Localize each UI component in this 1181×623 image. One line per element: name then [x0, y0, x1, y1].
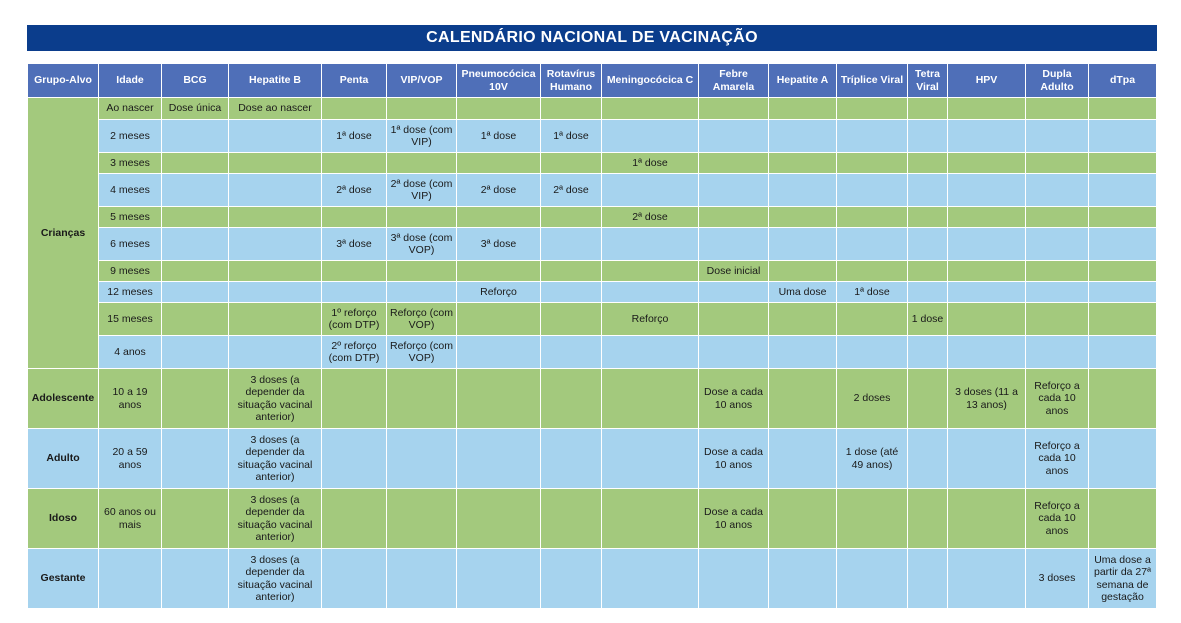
dose-cell — [769, 228, 837, 261]
dose-cell — [322, 429, 387, 489]
dose-cell — [948, 303, 1026, 336]
dose-cell — [1026, 261, 1089, 282]
dose-cell — [602, 120, 699, 153]
dose-cell — [457, 98, 541, 120]
dose-cell: 1ª dose — [541, 120, 602, 153]
dose-cell — [457, 261, 541, 282]
dose-cell — [908, 282, 948, 303]
dose-cell — [457, 207, 541, 228]
dose-cell — [322, 282, 387, 303]
dose-cell — [322, 549, 387, 609]
dose-cell — [948, 489, 1026, 549]
dose-cell: 3 doses (a depender da situação vacinal anterior) — [229, 369, 322, 429]
column-header: Dupla Adulto — [1026, 64, 1089, 98]
column-header: Idade — [99, 64, 162, 98]
dose-cell — [837, 303, 908, 336]
dose-cell — [162, 336, 229, 369]
dose-cell — [769, 153, 837, 174]
dose-cell — [699, 228, 769, 261]
dose-cell: 3 doses (a depender da situação vacinal anterior) — [229, 549, 322, 609]
dose-cell — [1089, 98, 1157, 120]
dose-cell — [837, 261, 908, 282]
column-header: Pneumocócica 10V — [457, 64, 541, 98]
dose-cell — [162, 369, 229, 429]
dose-cell — [387, 549, 457, 609]
dose-cell — [908, 153, 948, 174]
vaccination-table — [27, 63, 1157, 609]
dose-cell — [769, 207, 837, 228]
dose-cell: 3 doses — [1026, 549, 1089, 609]
dose-cell — [541, 282, 602, 303]
dose-cell — [602, 174, 699, 207]
group-label: Crianças — [28, 98, 99, 369]
dose-cell — [699, 549, 769, 609]
dose-cell — [457, 303, 541, 336]
dose-cell — [457, 549, 541, 609]
dose-cell — [837, 207, 908, 228]
dose-cell: 1 dose (até 49 anos) — [837, 429, 908, 489]
dose-cell — [948, 429, 1026, 489]
age-cell — [99, 549, 162, 609]
dose-cell — [229, 174, 322, 207]
dose-cell — [948, 153, 1026, 174]
dose-cell — [602, 336, 699, 369]
dose-cell — [602, 228, 699, 261]
table-row — [28, 336, 1157, 369]
table-row — [28, 207, 1157, 228]
age-cell: 4 anos — [99, 336, 162, 369]
dose-cell: Uma dose a partir da 27ª semana de gestação — [1089, 549, 1157, 609]
age-cell: 15 meses — [99, 303, 162, 336]
dose-cell — [769, 429, 837, 489]
dose-cell — [541, 549, 602, 609]
dose-cell — [541, 429, 602, 489]
table-row — [28, 98, 1157, 120]
column-header: Tetra Viral — [908, 64, 948, 98]
dose-cell: 3 doses (a depender da situação vacinal anterior) — [229, 489, 322, 549]
dose-cell — [162, 174, 229, 207]
dose-cell: 3 doses (a depender da situação vacinal anterior) — [229, 429, 322, 489]
dose-cell — [541, 303, 602, 336]
dose-cell — [387, 261, 457, 282]
age-cell: 60 anos ou mais — [99, 489, 162, 549]
table-row — [28, 120, 1157, 153]
dose-cell: 1ª dose — [457, 120, 541, 153]
dose-cell — [948, 207, 1026, 228]
dose-cell — [769, 489, 837, 549]
dose-cell — [602, 261, 699, 282]
column-header: VIP/VOP — [387, 64, 457, 98]
age-cell: Ao nascer — [99, 98, 162, 120]
dose-cell — [602, 429, 699, 489]
dose-cell — [541, 98, 602, 120]
dose-cell — [699, 153, 769, 174]
dose-cell — [457, 489, 541, 549]
dose-cell — [1089, 207, 1157, 228]
dose-cell — [908, 174, 948, 207]
dose-cell — [1026, 336, 1089, 369]
age-cell: 6 meses — [99, 228, 162, 261]
dose-cell — [541, 489, 602, 549]
column-header: dTpa — [1089, 64, 1157, 98]
dose-cell — [948, 98, 1026, 120]
dose-cell: 1 dose — [908, 303, 948, 336]
column-header: Tríplice Viral — [837, 64, 908, 98]
column-header: Rotavírus Humano — [541, 64, 602, 98]
dose-cell — [837, 336, 908, 369]
dose-cell — [769, 98, 837, 120]
dose-cell — [387, 98, 457, 120]
dose-cell — [1089, 174, 1157, 207]
column-header: Hepatite B — [229, 64, 322, 98]
dose-cell: Dose a cada 10 anos — [699, 429, 769, 489]
dose-cell — [908, 489, 948, 549]
dose-cell: 3ª dose — [322, 228, 387, 261]
age-cell: 12 meses — [99, 282, 162, 303]
page-title: CALENDÁRIO NACIONAL DE VACINAÇÃO — [27, 25, 1157, 51]
dose-cell — [602, 98, 699, 120]
dose-cell — [541, 261, 602, 282]
column-header: Penta — [322, 64, 387, 98]
dose-cell: Reforço — [602, 303, 699, 336]
dose-cell — [387, 429, 457, 489]
dose-cell: Dose inicial — [699, 261, 769, 282]
dose-cell — [699, 120, 769, 153]
dose-cell — [457, 336, 541, 369]
dose-cell: 2 doses — [837, 369, 908, 429]
dose-cell: Reforço (com VOP) — [387, 336, 457, 369]
table-row — [28, 369, 1157, 429]
age-cell: 5 meses — [99, 207, 162, 228]
dose-cell — [837, 549, 908, 609]
dose-cell — [1089, 369, 1157, 429]
age-cell: 2 meses — [99, 120, 162, 153]
table-row — [28, 303, 1157, 336]
dose-cell — [837, 489, 908, 549]
dose-cell — [387, 207, 457, 228]
dose-cell — [1089, 336, 1157, 369]
dose-cell — [387, 369, 457, 429]
dose-cell — [699, 336, 769, 369]
dose-cell — [229, 207, 322, 228]
dose-cell — [1026, 120, 1089, 153]
dose-cell — [229, 261, 322, 282]
dose-cell — [908, 429, 948, 489]
dose-cell — [602, 549, 699, 609]
dose-cell: 1ª dose (com VIP) — [387, 120, 457, 153]
dose-cell — [1089, 282, 1157, 303]
dose-cell — [457, 429, 541, 489]
age-cell: 20 a 59 anos — [99, 429, 162, 489]
dose-cell — [322, 489, 387, 549]
column-header: BCG — [162, 64, 229, 98]
dose-cell — [457, 369, 541, 429]
dose-cell — [541, 369, 602, 429]
dose-cell — [769, 336, 837, 369]
dose-cell — [908, 336, 948, 369]
dose-cell — [387, 282, 457, 303]
dose-cell — [162, 489, 229, 549]
dose-cell — [948, 282, 1026, 303]
dose-cell — [948, 549, 1026, 609]
group-label: Adulto — [28, 429, 99, 489]
dose-cell — [162, 228, 229, 261]
dose-cell — [541, 228, 602, 261]
dose-cell: Dose a cada 10 anos — [699, 489, 769, 549]
dose-cell — [699, 303, 769, 336]
dose-cell — [229, 303, 322, 336]
dose-cell — [541, 153, 602, 174]
group-label: Idoso — [28, 489, 99, 549]
dose-cell — [602, 282, 699, 303]
dose-cell: 1ª dose — [837, 282, 908, 303]
age-cell: 4 meses — [99, 174, 162, 207]
dose-cell — [837, 120, 908, 153]
table-row — [28, 153, 1157, 174]
age-cell: 10 a 19 anos — [99, 369, 162, 429]
table-row — [28, 261, 1157, 282]
dose-cell — [602, 489, 699, 549]
dose-cell — [908, 207, 948, 228]
dose-cell — [162, 303, 229, 336]
dose-cell — [1026, 174, 1089, 207]
dose-cell — [769, 303, 837, 336]
dose-cell — [948, 174, 1026, 207]
dose-cell — [769, 549, 837, 609]
dose-cell — [837, 228, 908, 261]
table-header-row — [28, 64, 1157, 98]
dose-cell: 1º reforço (com DTP) — [322, 303, 387, 336]
dose-cell: 3ª dose — [457, 228, 541, 261]
dose-cell — [908, 369, 948, 429]
table-row — [28, 282, 1157, 303]
dose-cell — [1026, 282, 1089, 303]
dose-cell — [1089, 261, 1157, 282]
dose-cell — [908, 228, 948, 261]
dose-cell — [837, 98, 908, 120]
dose-cell — [948, 120, 1026, 153]
group-label: Gestante — [28, 549, 99, 609]
dose-cell — [387, 153, 457, 174]
dose-cell — [457, 153, 541, 174]
dose-cell — [162, 282, 229, 303]
dose-cell — [948, 336, 1026, 369]
dose-cell — [948, 228, 1026, 261]
dose-cell — [1089, 303, 1157, 336]
dose-cell: 3ª dose (com VOP) — [387, 228, 457, 261]
table-row — [28, 489, 1157, 549]
dose-cell — [162, 429, 229, 489]
dose-cell — [1026, 207, 1089, 228]
column-header: Meningocócica C — [602, 64, 699, 98]
group-label: Adolescente — [28, 369, 99, 429]
dose-cell — [837, 174, 908, 207]
dose-cell — [769, 120, 837, 153]
dose-cell — [322, 369, 387, 429]
dose-cell: 2º reforço (com DTP) — [322, 336, 387, 369]
dose-cell — [229, 153, 322, 174]
dose-cell — [1089, 228, 1157, 261]
dose-cell — [699, 207, 769, 228]
column-header: Grupo-Alvo — [28, 64, 99, 98]
dose-cell — [769, 369, 837, 429]
dose-cell: Dose a cada 10 anos — [699, 369, 769, 429]
dose-cell — [699, 282, 769, 303]
dose-cell — [162, 261, 229, 282]
column-header: Hepatite A — [769, 64, 837, 98]
dose-cell — [162, 207, 229, 228]
dose-cell — [229, 228, 322, 261]
dose-cell — [908, 261, 948, 282]
dose-cell: 2ª dose (com VIP) — [387, 174, 457, 207]
dose-cell — [229, 282, 322, 303]
dose-cell — [1026, 303, 1089, 336]
dose-cell: Dose ao nascer — [229, 98, 322, 120]
dose-cell — [602, 369, 699, 429]
dose-cell — [162, 120, 229, 153]
dose-cell — [322, 207, 387, 228]
table-row — [28, 429, 1157, 489]
dose-cell: 2ª dose — [602, 207, 699, 228]
dose-cell: Reforço a cada 10 anos — [1026, 429, 1089, 489]
dose-cell — [322, 153, 387, 174]
dose-cell: 1ª dose — [322, 120, 387, 153]
table-row — [28, 174, 1157, 207]
dose-cell: Reforço — [457, 282, 541, 303]
dose-cell: Dose única — [162, 98, 229, 120]
dose-cell — [1089, 120, 1157, 153]
dose-cell — [948, 261, 1026, 282]
dose-cell: 2ª dose — [541, 174, 602, 207]
dose-cell — [162, 153, 229, 174]
age-cell: 9 meses — [99, 261, 162, 282]
dose-cell — [769, 261, 837, 282]
dose-cell — [541, 207, 602, 228]
dose-cell — [908, 549, 948, 609]
dose-cell: 1ª dose — [602, 153, 699, 174]
dose-cell — [229, 336, 322, 369]
dose-cell — [229, 120, 322, 153]
dose-cell — [1026, 98, 1089, 120]
dose-cell — [322, 98, 387, 120]
dose-cell — [837, 153, 908, 174]
dose-cell — [1089, 429, 1157, 489]
dose-cell: 3 doses (11 a 13 anos) — [948, 369, 1026, 429]
dose-cell — [1026, 153, 1089, 174]
column-header: Febre Amarela — [699, 64, 769, 98]
dose-cell — [769, 174, 837, 207]
age-cell: 3 meses — [99, 153, 162, 174]
dose-cell — [908, 98, 948, 120]
dose-cell — [1089, 489, 1157, 549]
dose-cell: 2ª dose — [457, 174, 541, 207]
dose-cell — [541, 336, 602, 369]
dose-cell — [1089, 153, 1157, 174]
dose-cell — [1026, 228, 1089, 261]
dose-cell: Reforço a cada 10 anos — [1026, 489, 1089, 549]
dose-cell — [322, 261, 387, 282]
dose-cell — [699, 98, 769, 120]
dose-cell — [387, 489, 457, 549]
dose-cell — [908, 120, 948, 153]
column-header: HPV — [948, 64, 1026, 98]
dose-cell: Reforço a cada 10 anos — [1026, 369, 1089, 429]
table-row — [28, 228, 1157, 261]
dose-cell: 2ª dose — [322, 174, 387, 207]
dose-cell — [699, 174, 769, 207]
dose-cell — [162, 549, 229, 609]
table-row — [28, 549, 1157, 609]
dose-cell: Uma dose — [769, 282, 837, 303]
dose-cell: Reforço (com VOP) — [387, 303, 457, 336]
